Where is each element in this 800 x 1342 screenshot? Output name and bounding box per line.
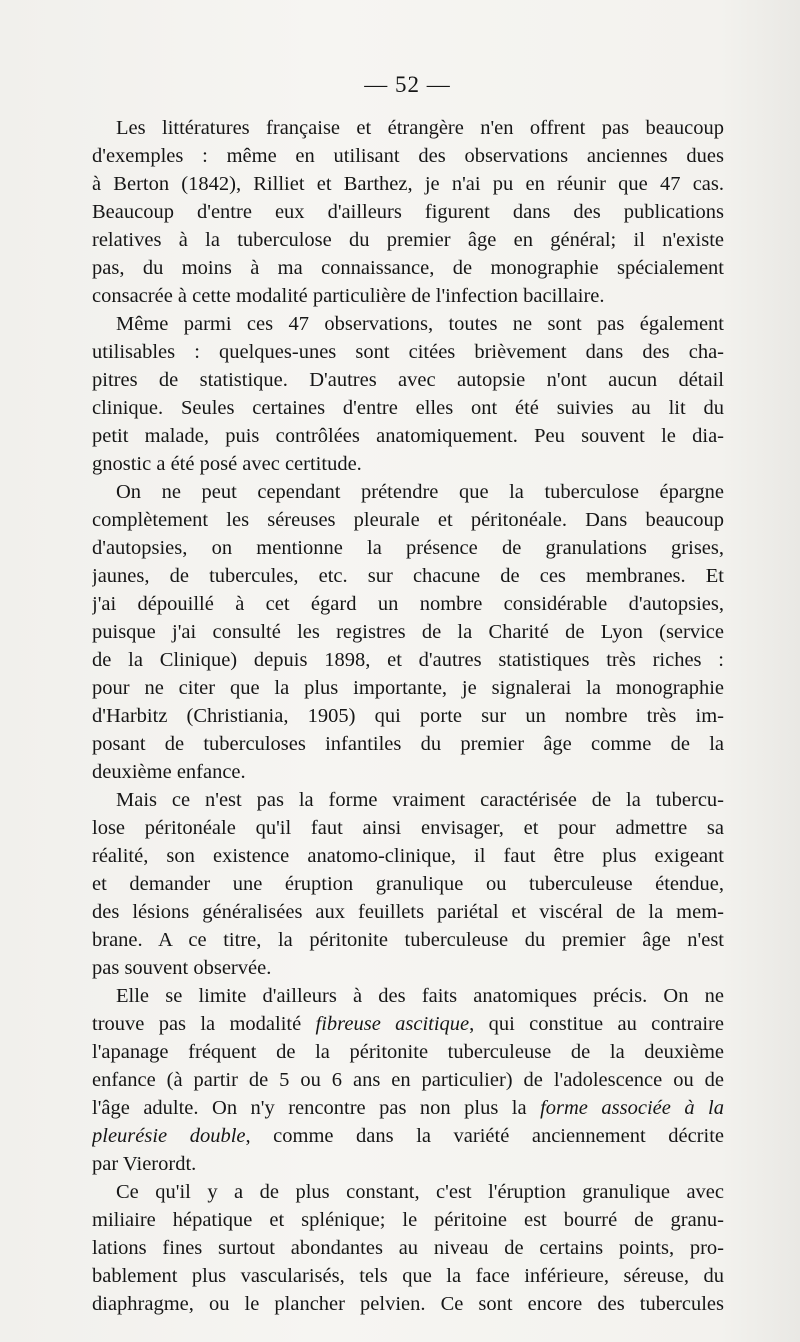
- text-line: [92, 926, 724, 954]
- text-run: consacrée à cette modalité particulière de l'infection bacillaire.: [92, 285, 605, 307]
- text-run: complètement les séreuses pleurale et péritonéale. Dans beaucoup: [92, 509, 724, 531]
- text-run: deuxième enfance.: [92, 761, 246, 783]
- text-run: d'exemples : même en utilisant des observations anciennes dues: [92, 145, 724, 167]
- text-run: et demander une éruption granulique ou tuberculeuse étendue,: [92, 873, 724, 895]
- text-run: , comme dans la variété anciennement décrite: [245, 1125, 724, 1147]
- text-run: j'ai dépouillé à cet égard un nombre considérable d'autopsies,: [92, 593, 724, 615]
- text-line: [92, 1290, 724, 1318]
- text-run: Les littératures française et étrangère n'en offrent pas beaucoup: [116, 117, 724, 139]
- text-run: Beaucoup d'entre eux d'ailleurs figurent dans des publications: [92, 201, 724, 223]
- text-line: [92, 198, 724, 226]
- body-text: [92, 114, 724, 1318]
- text-line: [92, 758, 724, 786]
- text-run: d'autopsies, on mentionne la présence de granulations grises,: [92, 537, 724, 559]
- text-line: [92, 646, 724, 674]
- text-line: [92, 282, 724, 310]
- text-line: [92, 786, 724, 814]
- text-line: [92, 1122, 724, 1150]
- text-run: bablement plus vascularisés, tels que la face inférieure, séreuse, du: [92, 1265, 724, 1287]
- text-run: puisque j'ai consulté les registres de la Charité de Lyon (service: [92, 621, 724, 643]
- text-run: réalité, son existence anatomo-clinique, il faut être plus exigeant: [92, 845, 724, 867]
- text-line: [92, 898, 724, 926]
- text-run: à Berton (1842), Rilliet et Barthez, je n'ai pu en réunir que 47 cas.: [92, 173, 724, 195]
- text-line: [92, 1178, 724, 1206]
- text-run: Mais ce n'est pas la forme vraiment caractérisée de la tubercu-: [116, 789, 724, 811]
- text-run: pas, du moins à ma connaissance, de monographie spécialement: [92, 257, 724, 279]
- text-run: pas souvent observée.: [92, 957, 272, 979]
- text-line: [92, 1206, 724, 1234]
- text-line: [92, 534, 724, 562]
- text-line: [92, 1234, 724, 1262]
- text-line: [92, 562, 724, 590]
- text-line: [92, 170, 724, 198]
- text-run: l'âge adulte. On n'y rencontre pas non plus la: [92, 1097, 527, 1119]
- text-line: [92, 674, 724, 702]
- text-line: [92, 982, 724, 1010]
- text-run: miliaire hépatique et splénique; le péritoine est bourré de granu-: [92, 1209, 724, 1231]
- text-run: trouve pas la modalité: [92, 1013, 302, 1035]
- text-run: lose péritonéale qu'il faut ainsi envisager, et pour admettre sa: [92, 817, 724, 839]
- text-line: [92, 1010, 724, 1038]
- text-run: utilisables : quelques-unes sont citées brièvement dans des cha-: [92, 341, 724, 363]
- text-run: gnostic a été posé avec certitude.: [92, 453, 362, 475]
- text-run: brane. A ce titre, la péritonite tuberculeuse du premier âge n'est: [92, 929, 724, 951]
- text-run: posant de tuberculoses infantiles du premier âge comme de la: [92, 733, 724, 755]
- text-run: lations fines surtout abondantes au niveau de certains points, pro-: [92, 1237, 724, 1259]
- text-run: de la Clinique) depuis 1898, et d'autres statistiques très riches :: [92, 649, 724, 671]
- text-line: [92, 450, 724, 478]
- text-run: pitres de statistique. D'autres avec autopsie n'ont aucun détail: [92, 369, 724, 391]
- text-line: [92, 114, 724, 142]
- text-line: [92, 1094, 724, 1122]
- text-run: l'apanage fréquent de la péritonite tuberculeuse de la deuxième: [92, 1041, 724, 1063]
- text-line: [92, 1150, 724, 1178]
- text-line: [92, 870, 724, 898]
- text-line: [92, 506, 724, 534]
- text-line: [92, 954, 724, 982]
- text-run: petit malade, puis contrôlées anatomiquement. Peu souvent le dia-: [92, 425, 724, 447]
- text-line: [92, 618, 724, 646]
- text-line: [92, 1038, 724, 1066]
- text-line: [92, 730, 724, 758]
- italic-run: forme associée à la: [540, 1097, 724, 1119]
- text-line: [92, 394, 724, 422]
- italic-run: fibreuse ascitique: [315, 1013, 470, 1035]
- text-run: Elle se limite d'ailleurs à des faits anatomiques précis. On ne: [116, 985, 724, 1007]
- text-line: [92, 310, 724, 338]
- text-run: pour ne citer que la plus importante, je signalerai la monographie: [92, 677, 724, 699]
- text-line: [92, 338, 724, 366]
- text-run: jaunes, de tubercules, etc. sur chacune de ces membranes. Et: [92, 565, 724, 587]
- text-line: [92, 842, 724, 870]
- text-line: [92, 422, 724, 450]
- text-run: clinique. Seules certaines d'entre elles ont été suivies au lit du: [92, 397, 724, 419]
- page-number: — 52 —: [364, 72, 451, 97]
- text-run: d'Harbitz (Christiania, 1905) qui porte sur un nombre très im-: [92, 705, 724, 727]
- text-run: diaphragme, ou le plancher pelvien. Ce sont encore des tubercules: [92, 1293, 724, 1315]
- text-run: par Vierordt.: [92, 1153, 197, 1175]
- text-run: Même parmi ces 47 observations, toutes ne sont pas également: [116, 313, 724, 335]
- text-line: [92, 254, 724, 282]
- text-run: Ce qu'il y a de plus constant, c'est l'éruption granulique avec: [116, 1181, 724, 1203]
- text-line: [92, 814, 724, 842]
- text-line: [92, 142, 724, 170]
- text-line: [92, 226, 724, 254]
- text-line: [92, 590, 724, 618]
- text-run: enfance (à partir de 5 ou 6 ans en particulier) de l'adolescence ou de: [92, 1069, 724, 1091]
- text-line: [92, 1066, 724, 1094]
- text-run: relatives à la tuberculose du premier âge en général; il n'existe: [92, 229, 724, 251]
- text-line: [92, 1262, 724, 1290]
- text-run: On ne peut cependant prétendre que la tuberculose épargne: [116, 481, 724, 503]
- text-run: des lésions généralisées aux feuillets pariétal et viscéral de la mem-: [92, 901, 724, 923]
- text-run: , qui constitue au contraire: [469, 1013, 724, 1035]
- text-line: [92, 702, 724, 730]
- text-line: [92, 366, 724, 394]
- text-line: [92, 478, 724, 506]
- italic-run: pleurésie double: [92, 1125, 246, 1147]
